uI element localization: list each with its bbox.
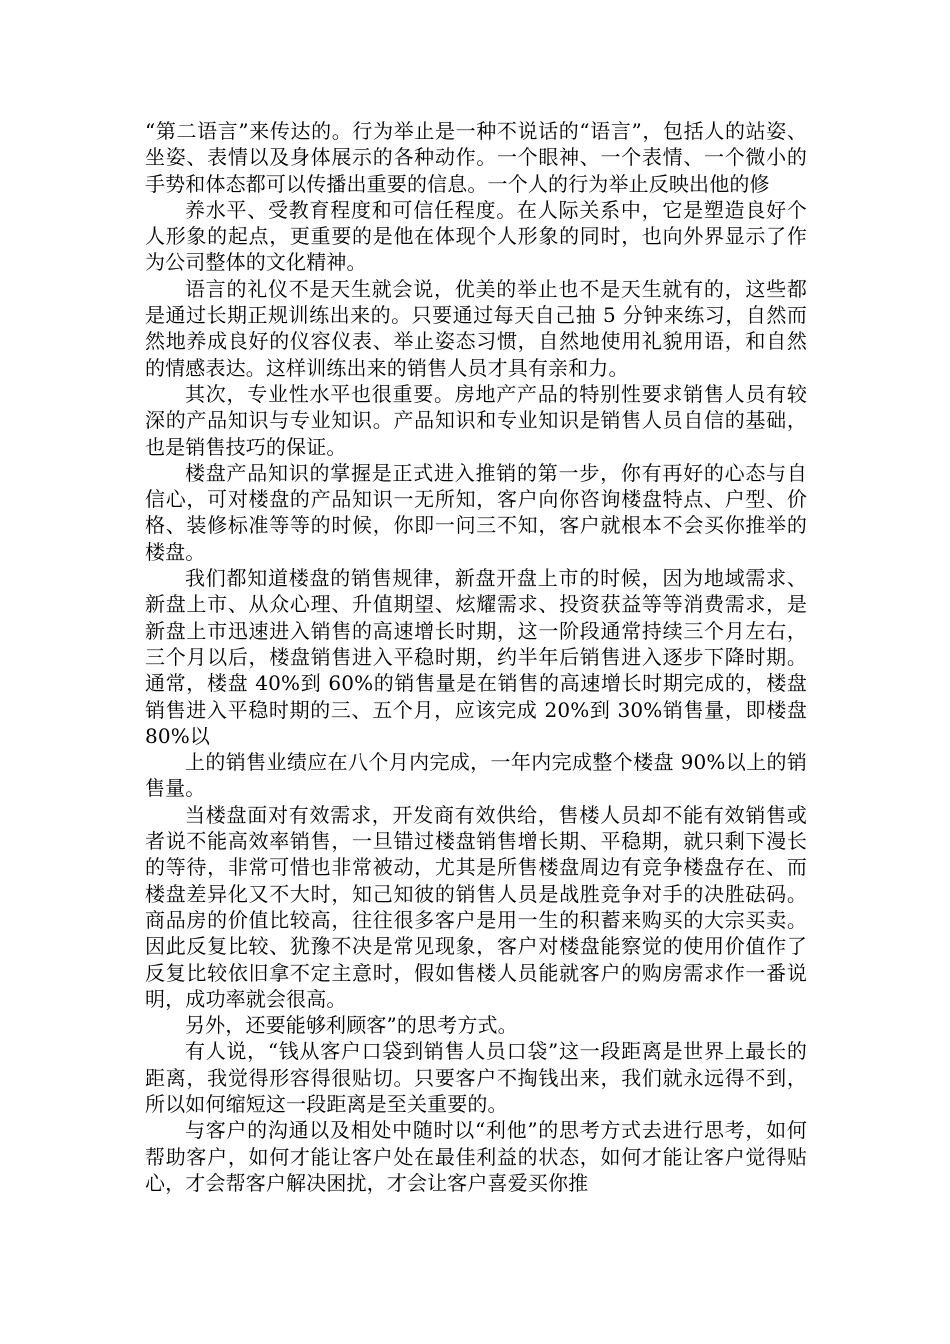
paragraph: 我们都知道楼盘的销售规律，新盘开盘上市的时候，因为地域需求、新盘上市、从众心理、升值期望、炫耀需求、投资获益等等消费需求，是新盘上市迅速进入销售的高速增长时期，这一阶段通常持续三个月左右，三个月以后，楼盘销售进入平稳时期，约半年后销售进入逐步下降时期。通常，楼盘 40%到 60%的销售量是在销售的高速增长时期完成的，楼盘销售进入平稳时期的三、五个月，应该完成 20%到 30%销售量，即楼盘 80%以 (145, 566, 807, 748)
document-page (145, 118, 807, 1196)
paragraph: 语言的礼仪不是天生就会说，优美的举止也不是天生就有的，这些都是通过长期正规训练出来的。只要通过每天自己抽 5 分钟来练习，自然而然地养成良好的仪容仪表、举止姿态习惯，自然地使用礼貌用语，和自然的情感表达。这样训练出来的销售人员才具有亲和力。 (145, 276, 807, 380)
paragraph: 楼盘产品知识的掌握是正式进入推销的第一步，你有再好的心态与自信心，可对楼盘的产品知识一无所知，客户向你咨询楼盘特点、户型、价格、装修标准等等的时候，你即一问三不知，客户就根本不会买你推举的楼盘。 (145, 460, 807, 564)
paragraph: 与客户的沟通以及相处中随时以“利他”的思考方式去进行思考，如何帮助客户，如何才能让客户处在最佳利益的状态，如何才能让客户觉得贴心，才会帮客户解决困扰，才会让客户喜爱买你推 (145, 1118, 807, 1195)
paragraph: 其次，专业性水平也很重要。房地产产品的特别性要求销售人员有较深的产品知识与专业知识。产品知识和专业知识是销售人员自信的基础，也是销售技巧的保证。 (145, 381, 807, 459)
paragraph: 当楼盘面对有效需求，开发商有效供给，售楼人员却不能有效销售或者说不能高效率销售，一旦错过楼盘销售增长期、平稳期，就只剩下漫长的等待，非常可惜也非常被动，尤其是所售楼盘周边有竞争楼盘存在、而楼盘差异化又不大时，知己知彼的销售人员是战胜竞争对手的决胜砝码。商品房的价值比较高，往往很多客户是用一生的积蓄来购买的大宗买卖。因此反复比较、犹豫不决是常见现象，客户对楼盘能察觉的使用价值作了反复比较依旧拿不定主意时，假如售楼人员能就客户的购房需求作一番说明，成功率就会很高。 (145, 802, 807, 1011)
paragraph: 养水平、受教育程度和可信任程度。在人际关系中，它是塑造良好个人形象的起点，更重要的是他在体现个人形象的同时，也向外界显示了作为公司整体的文化精神。 (145, 197, 807, 275)
paragraph: “第二语言”来传达的。行为举止是一种不说话的“语言”，包括人的站姿、坐姿、表情以及身体展示的各种动作。一个眼神、一个表情、一个微小的手势和体态都可以传播出重要的信息。一个人的行为举止反映出他的修 (145, 119, 807, 196)
paragraph: 另外，还要能够利顾客”的思考方式。 (185, 1013, 518, 1038)
paragraph: 上的销售业绩应在八个月内完成，一年内完成整个楼盘 90%以上的销售量。 (145, 750, 807, 801)
paragraph: 有人说，“钱从客户口袋到销售人员口袋”这一段距离是世界上最长的距离，我觉得形容得很贴切。只要客户不掏钱出来，我们就永远得不到，所以如何缩短这一段距离是至关重要的。 (145, 1039, 807, 1116)
